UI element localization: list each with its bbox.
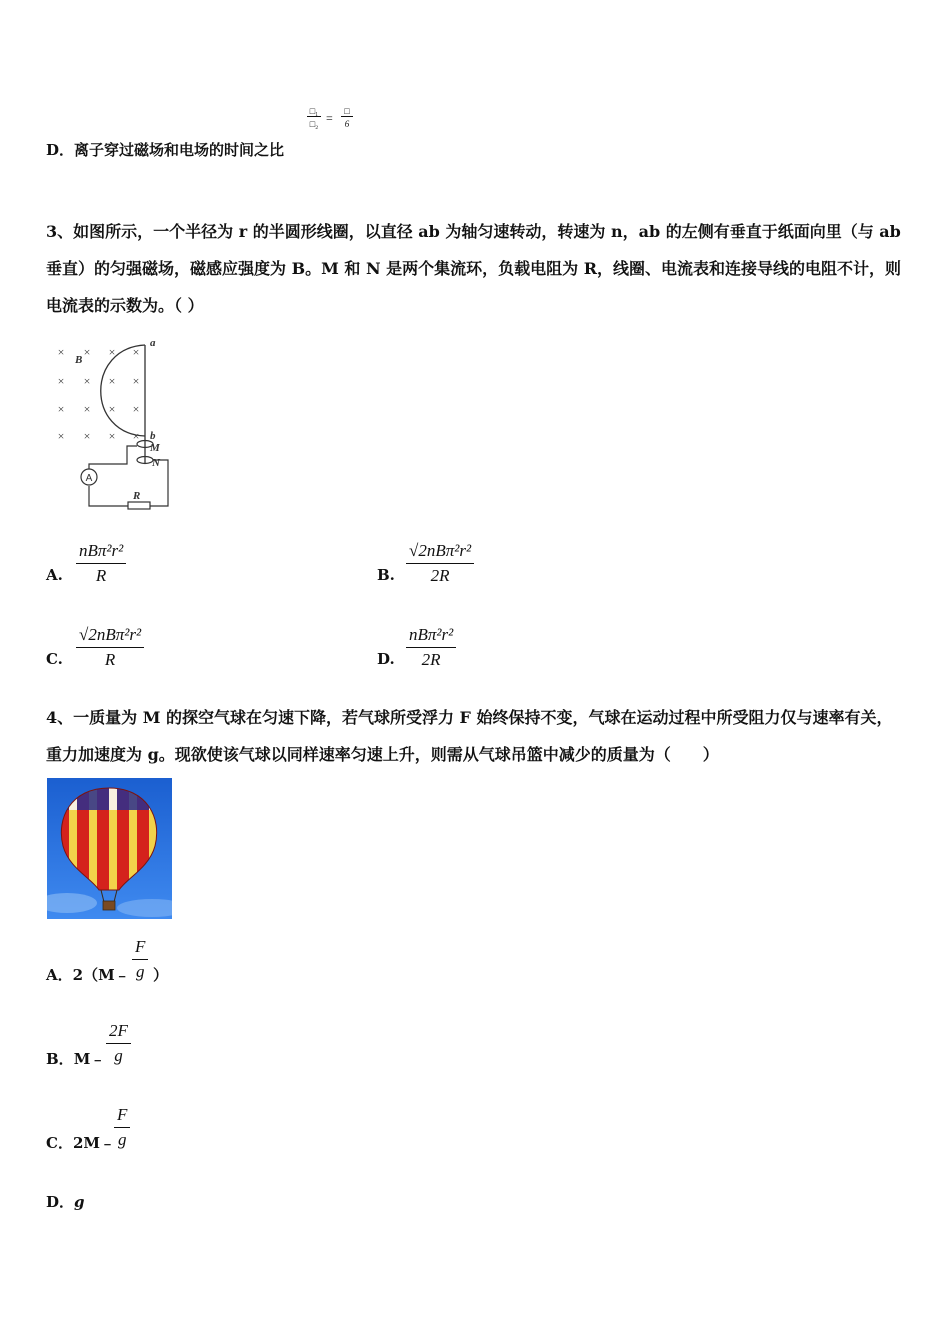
label-M: M [150,442,160,454]
tiny-right-den: 6 [344,119,350,129]
q4-option-c-frac [114,1105,130,1150]
svg-text:×: × [57,402,65,416]
q3-option-a-formula [76,541,126,586]
balloon-basket [103,901,115,910]
q3-stem-line1: 3、如图所示，一个半径为 r 的半圆形线圈，以直径 ab 为轴匀速转动，转速为 n，ab 的左侧有垂直于纸面向里（与 ab [46,222,901,241]
label-b: b [150,430,156,442]
q3-option-b-den: 2R [430,566,450,585]
svg-text:×: × [83,374,91,388]
q2-tiny-formula [307,106,357,136]
q3-option-c-formula [76,625,144,670]
svg-text:×: × [57,345,65,359]
q3-option-c-label[interactable]: C. [46,650,63,668]
q4-stem [46,699,908,773]
q3-option-c-den: R [104,650,116,669]
q4-option-c[interactable] [46,1132,115,1153]
tiny-left-den: □₂ [309,119,319,129]
label-a: a [150,337,156,349]
q3-option-d-formula [406,625,456,670]
svg-text:×: × [132,429,140,443]
q4-option-a-label: A． [46,966,73,984]
q3-option-a-label[interactable]: A. [46,566,63,584]
q4-option-b[interactable] [46,1048,105,1069]
svg-text:×: × [83,429,91,443]
tiny-right-num: □ [341,106,353,117]
label-R: R [133,490,141,502]
q3-option-a-num: nBπ²r² [76,541,126,564]
q4-option-a-frac [132,937,148,982]
q4-stem-line1: 4、一质量为 M 的探空气球在匀速下降，若气球所受浮力 F 始终保持不变，气球在运动过程中所受阻力仅与速率有关， [46,708,893,727]
q3-option-b-num: √2nBπ²r² [406,541,474,564]
q3-circuit-figure [48,336,178,514]
tiny-eq: = [326,111,333,125]
q4-option-a-num: F [132,937,148,960]
q4-option-c-label: C． [46,1134,73,1152]
q3-option-d-num: nBπ²r² [406,625,456,648]
q3-stem-line3: 电流表的示数为。（ ） [46,296,204,315]
q2-option-d [46,139,284,160]
q3-option-a-den: R [95,566,107,585]
magnetic-field-crosses [58,345,140,443]
q4-option-b-label: B． [46,1050,74,1068]
svg-text:×: × [57,429,65,443]
label-N: N [152,457,160,469]
q4-option-d-pre: g [74,1193,85,1211]
q4-option-d[interactable] [46,1191,85,1212]
svg-text:×: × [108,429,116,443]
svg-text:×: × [132,374,140,388]
svg-text:×: × [83,345,91,359]
q3-option-c-num: √2nBπ²r² [76,625,144,648]
svg-text:×: × [108,402,116,416]
hot-air-balloon-image [47,778,172,919]
q4-option-a-post: ） [153,966,169,984]
q4-option-a-pre: 2（M﹣ [72,966,130,984]
q4-option-b-frac [106,1021,131,1066]
svg-text:×: × [108,345,116,359]
q4-option-c-num: F [114,1105,130,1128]
label-B: B [75,354,83,366]
label-A: A [85,473,93,484]
svg-text:×: × [132,402,140,416]
q3-option-d-label[interactable]: D. [377,650,395,668]
q3-option-b-label[interactable]: B. [377,566,395,584]
q4-option-c-den: g [117,1130,127,1149]
q4-option-b-pre: M﹣ [73,1050,106,1068]
q2-option-d-label: D． [46,141,75,159]
resistor-R [128,502,150,509]
q2-option-d-text: 离子穿过磁场和电场的时间之比 [74,141,285,159]
q4-stem-line2: 重力加速度为 g。现欲使该气球以同样速率匀速上升，则需从气球吊篮中减少的质量为（ ） [46,745,719,764]
q4-option-a-den: g [135,962,145,981]
q3-option-d-den: 2R [421,650,441,669]
q3-stem-line2: 垂直）的匀强磁场，磁感应强度为 B。M 和 N 是两个集流环，负载电阻为 R，线圈、电流表和连接导线的电阻不计，则 [46,259,902,278]
tiny-left-num: □₁ [307,106,321,117]
q3-stem [46,213,908,324]
q4-option-a[interactable] [46,964,130,985]
q3-option-b-formula [406,541,474,586]
svg-text:×: × [83,402,91,416]
svg-text:×: × [108,374,116,388]
q4-option-b-num: 2F [106,1021,131,1044]
q4-option-b-den: g [114,1046,123,1065]
svg-text:×: × [57,374,65,388]
svg-text:×: × [132,345,140,359]
q4-option-d-label: D． [46,1193,75,1211]
q4-option-c-pre: 2M﹣ [72,1134,115,1152]
